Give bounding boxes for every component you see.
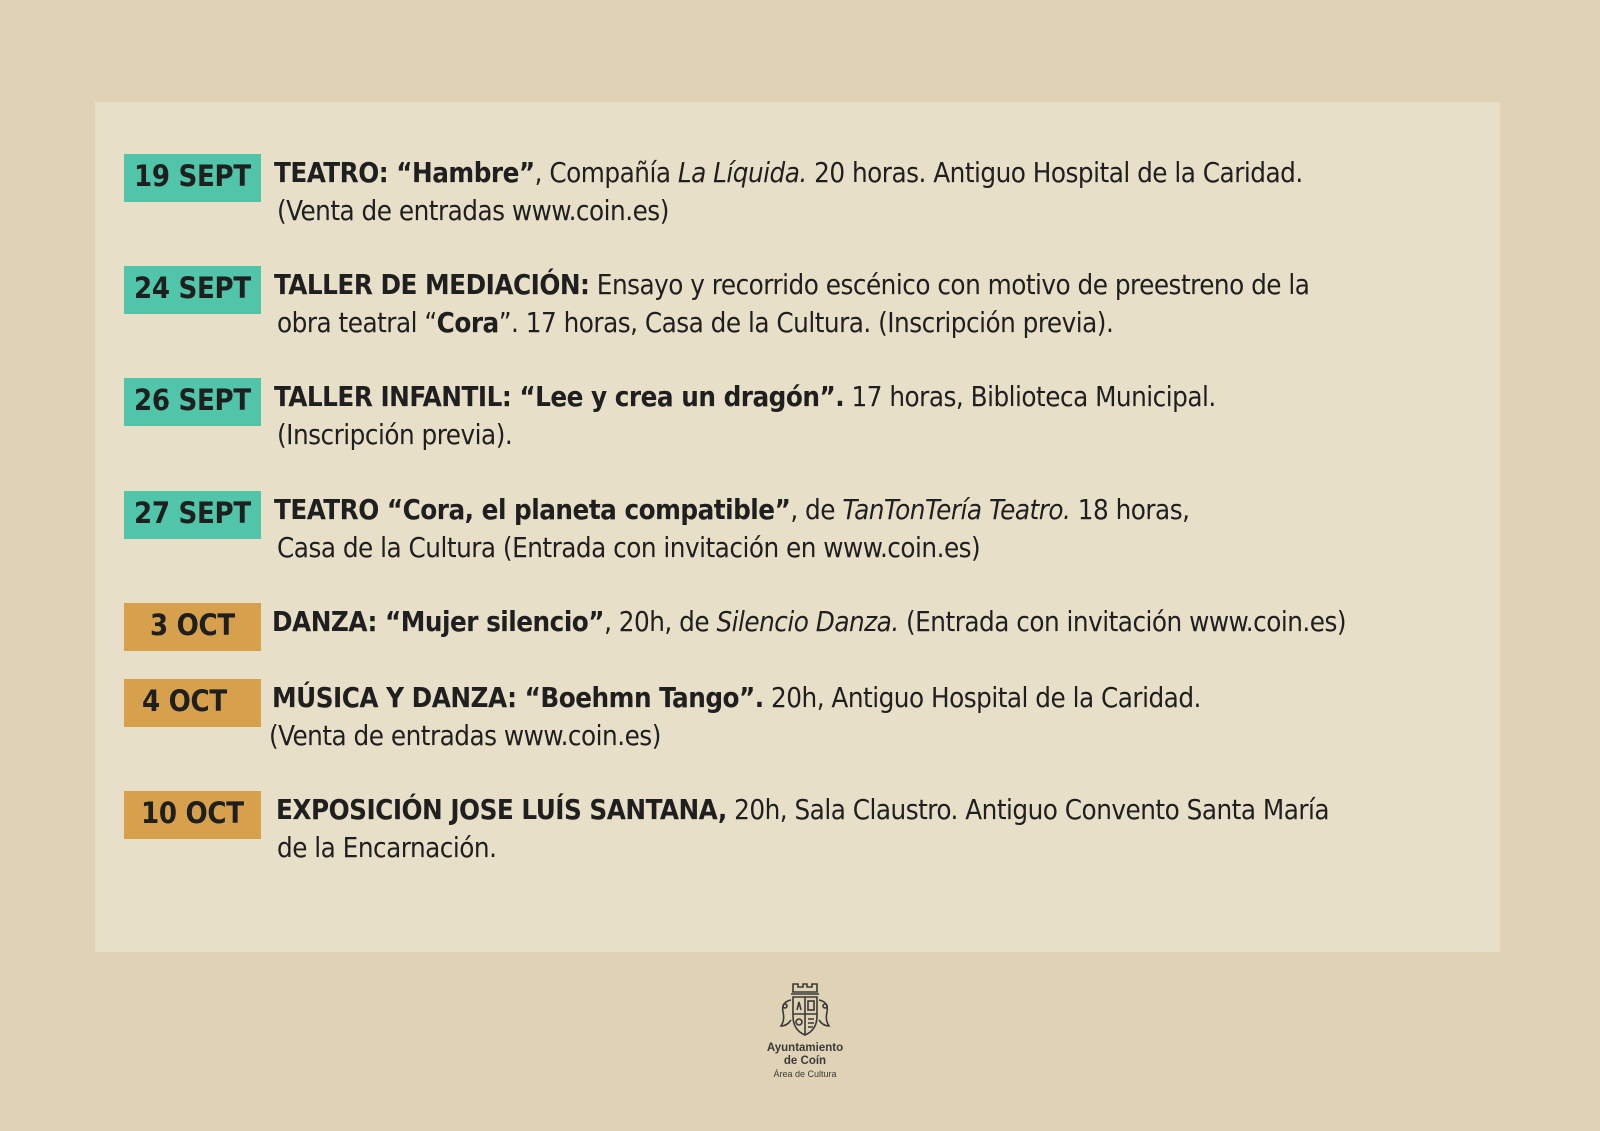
date-badge: 27 SEPT (124, 491, 261, 539)
event-line-2 (274, 304, 1309, 342)
bold-text: TEATRO “Cora, el planeta compatible” (274, 494, 791, 526)
event-description (269, 679, 1201, 755)
event-description (276, 791, 1329, 867)
date-badge: 10 OCT (124, 791, 261, 839)
bold-text: MÚSICA Y DANZA: “Boehmn Tango”. (272, 682, 764, 714)
text-run: 17 horas, Biblioteca Municipal. (844, 381, 1216, 413)
text-run: , Compañía (534, 157, 678, 189)
text-run: (Entrada con invitación www.coin.es) (898, 606, 1347, 638)
date-badge: 3 OCT (124, 603, 261, 651)
event-description (274, 154, 1303, 230)
text-run: Casa de la Cultura (Entrada con invitación en www.coin.es) (277, 532, 981, 564)
event-line-2 (266, 717, 1201, 755)
text-run: (Inscripción previa). (277, 419, 513, 451)
event-line-2 (274, 529, 1189, 567)
text-run: de la Encarnación. (277, 832, 497, 864)
event-line-1 (272, 606, 1346, 638)
date-badge: 4 OCT (124, 679, 261, 727)
logo-line-1: Ayuntamiento (766, 1042, 844, 1054)
italic-text: TanTonTería Teatro. (842, 494, 1071, 526)
bold-text: Cora (436, 307, 499, 339)
date-badge: 24 SEPT (124, 266, 261, 314)
event-description (272, 603, 1346, 641)
event-line-1 (274, 381, 1216, 413)
event-line-2 (274, 192, 1303, 230)
date-badge: 26 SEPT (124, 378, 261, 426)
text-run: ”. 17 horas, Casa de la Cultura. (Inscripción previa). (498, 307, 1114, 339)
event-line-1 (272, 682, 1201, 714)
bold-text: TALLER INFANTIL: “Lee y crea un dragón”. (274, 381, 845, 413)
event-line-1 (274, 157, 1303, 189)
event-description (274, 378, 1216, 454)
event-line-2 (276, 829, 1329, 867)
text-run: obra teatral “ (277, 307, 437, 339)
text-run: 20h, Sala Claustro. Antiguo Convento Santa María (726, 794, 1330, 826)
text-run: , de (790, 494, 843, 526)
text-run: (Venta de entradas www.coin.es) (269, 720, 661, 752)
text-run: (Venta de entradas www.coin.es) (277, 195, 669, 227)
italic-text: La Líquida. (677, 157, 807, 189)
ayuntamiento-logo (760, 980, 850, 1080)
event-description (274, 266, 1309, 342)
text-run: 20h, Antiguo Hospital de la Caridad. (763, 682, 1201, 714)
text-run: 20 horas. Antiguo Hospital de la Caridad. (806, 157, 1303, 189)
text-run: 18 horas, (1070, 494, 1190, 526)
coat-of-arms-icon (773, 980, 837, 1042)
event-line-2 (274, 416, 1216, 454)
bold-text: DANZA: “Mujer silencio” (272, 606, 605, 638)
logo-line-2: de Coín (783, 1055, 827, 1067)
event-line-1 (276, 794, 1329, 826)
logo-line-3: Área de Cultura (773, 1069, 837, 1079)
date-badge: 19 SEPT (124, 154, 261, 202)
event-line-1 (274, 269, 1309, 301)
bold-text: TALLER DE MEDIACIÓN: (274, 269, 590, 301)
bold-text: TEATRO: “Hambre” (274, 157, 535, 189)
italic-text: Silencio Danza. (716, 606, 899, 638)
event-line-1 (274, 494, 1189, 526)
text-run: Ensayo y recorrido escénico con motivo de preestreno de la (589, 269, 1310, 301)
event-description (274, 491, 1189, 567)
bold-text: EXPOSICIÓN JOSE LUÍS SANTANA, (276, 794, 727, 826)
text-run: , 20h, de (604, 606, 717, 638)
